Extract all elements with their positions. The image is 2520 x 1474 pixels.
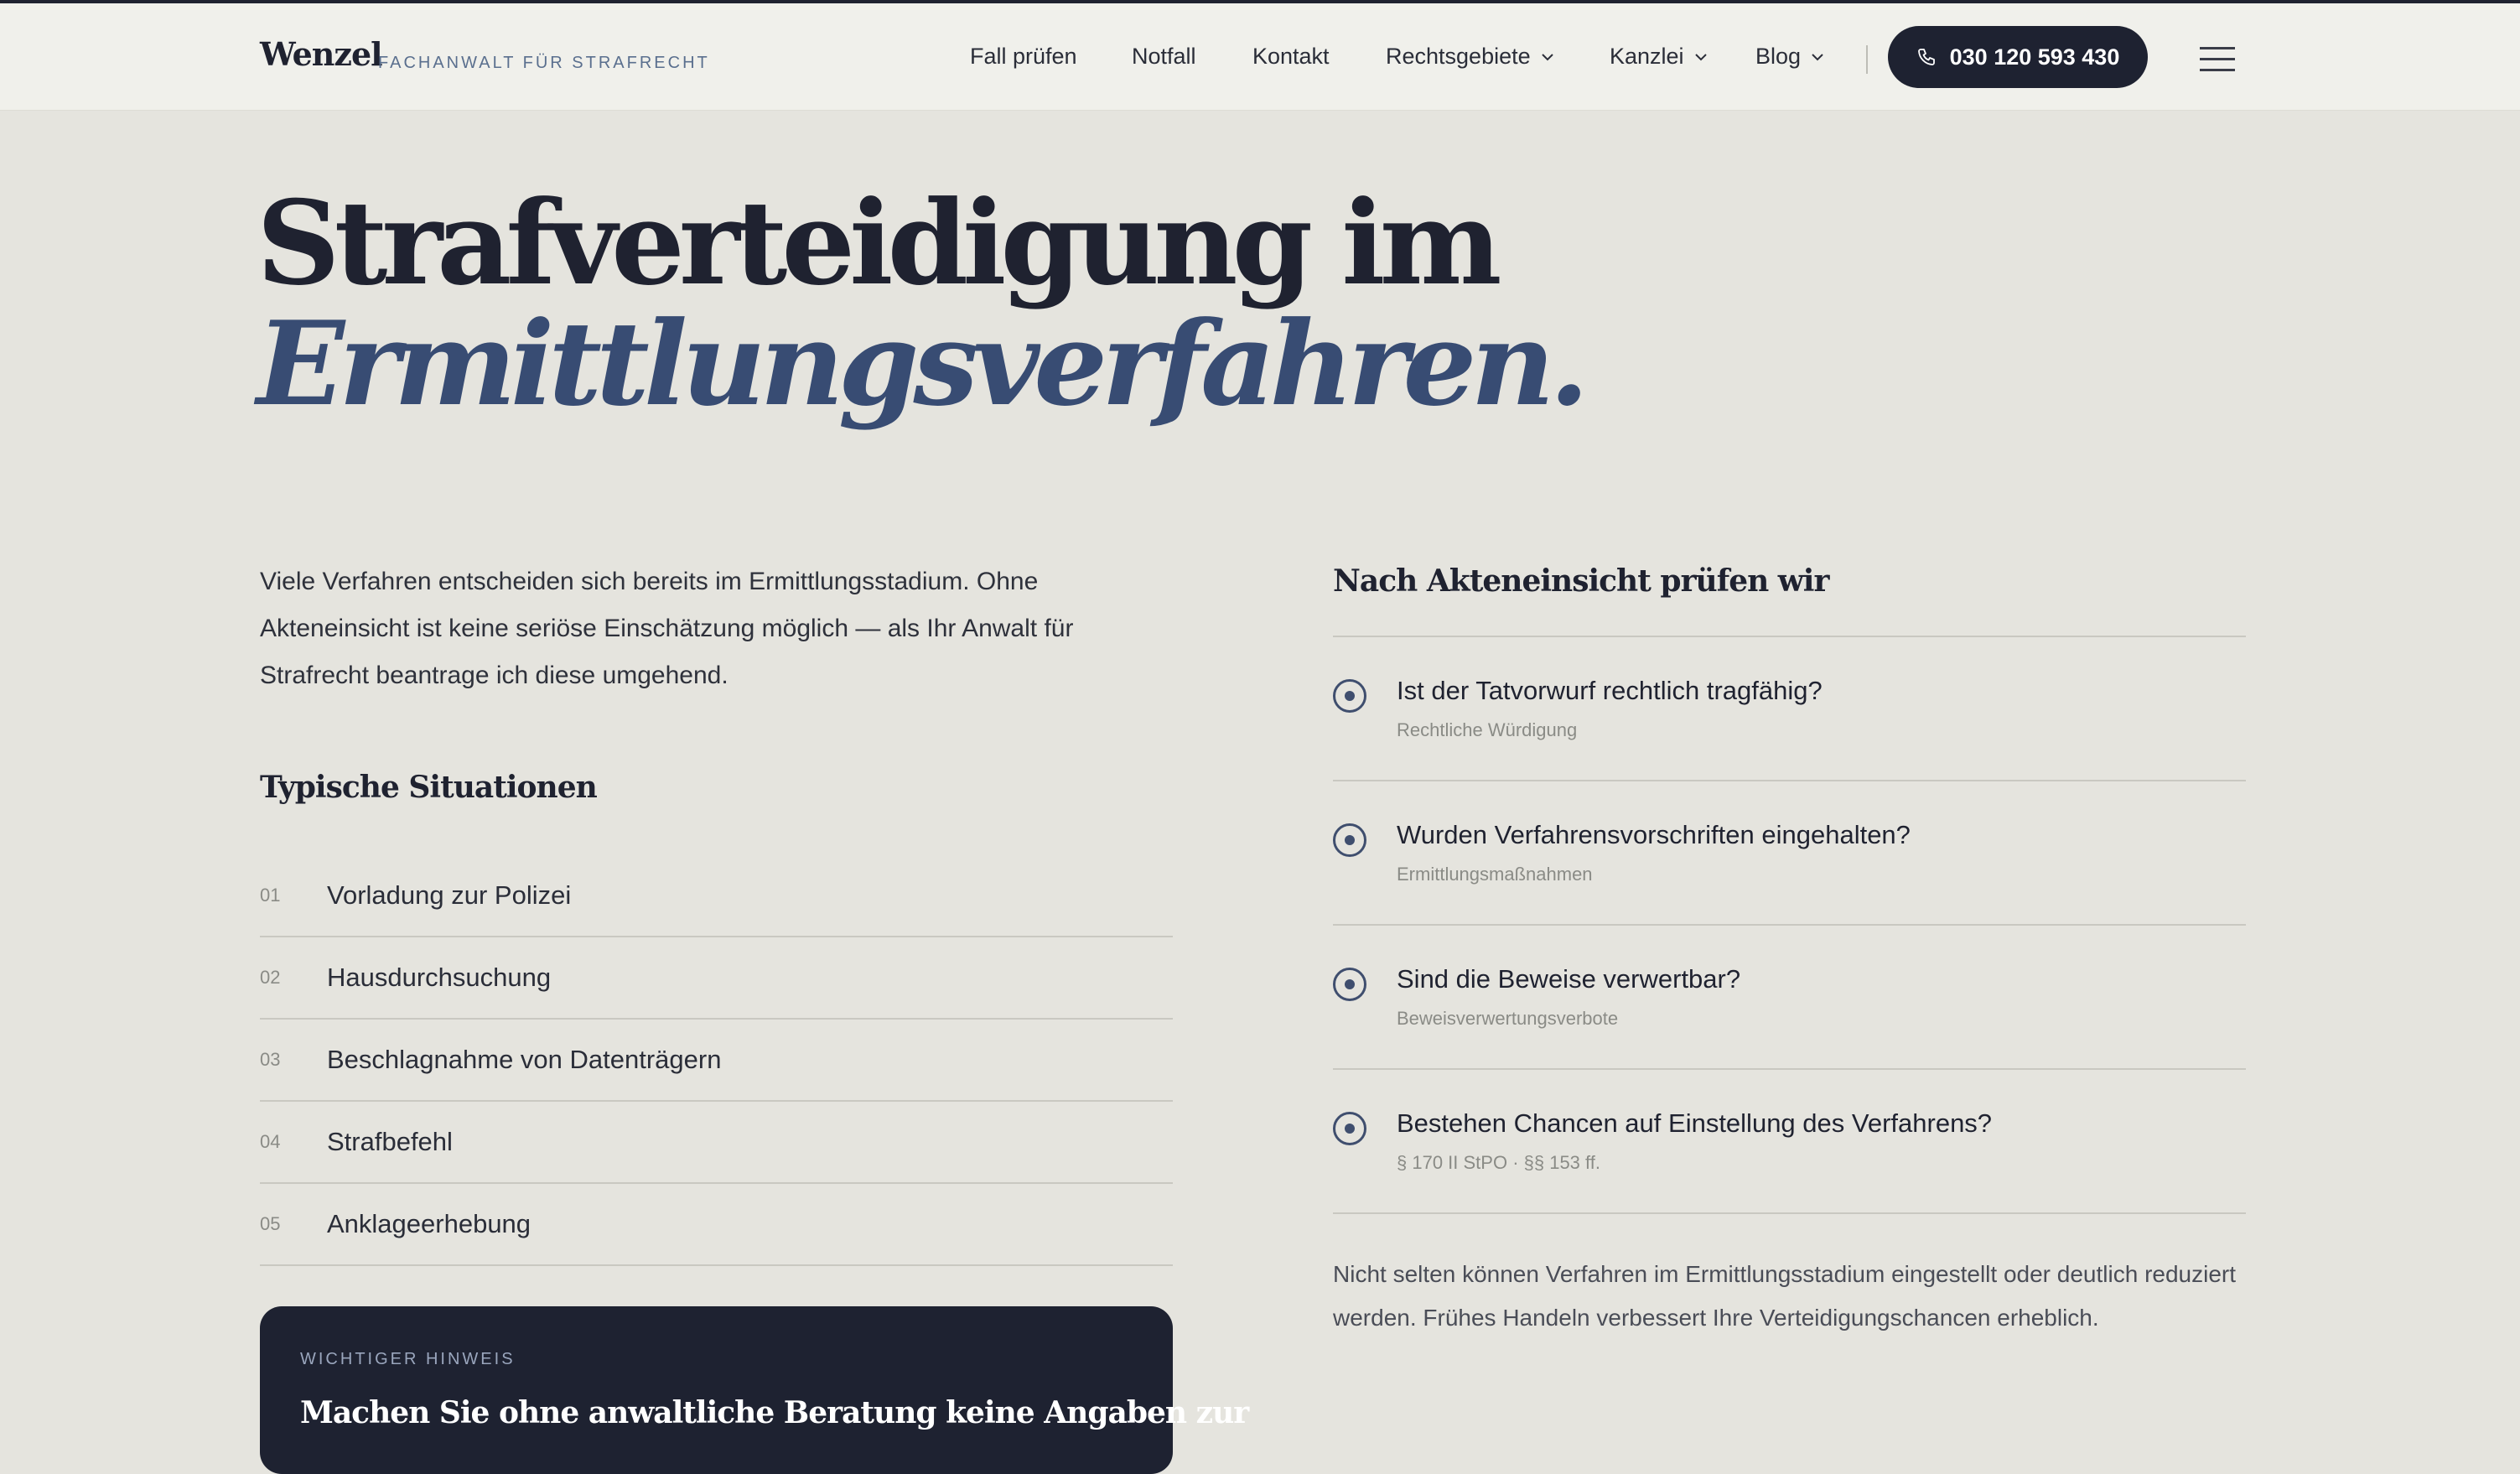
list-item-label: Strafbefehl: [327, 1127, 453, 1156]
check-question: Wurden Verfahrensvorschriften eingehalten?: [1397, 820, 1911, 849]
nav-item-label: Fall prüfen: [970, 44, 1077, 69]
checks-title: Nach Akteneinsicht prüfen wir: [1333, 563, 1829, 599]
check-subtitle: Beweisverwertungsverbote: [1397, 1008, 1619, 1029]
radio-bullet-icon: [1333, 679, 1366, 713]
nav-item-rechtsgebiete[interactable]: [1386, 44, 1556, 70]
nav-item-label: Blog: [1755, 44, 1802, 69]
list-item-label: Hausdurchsuchung: [327, 963, 552, 992]
list-item: [260, 1102, 1173, 1184]
logo[interactable]: Wenzel: [260, 35, 382, 73]
call-button-label: 030 120 593 430: [1949, 44, 2120, 70]
notice-box: [260, 1306, 1249, 1474]
check-question: Ist der Tatvorwurf rechtlich tragfähig?: [1397, 676, 1823, 705]
situations-list: [260, 855, 1173, 1266]
nav-item-blog[interactable]: [1755, 44, 1826, 70]
chevron-down-icon: [1809, 49, 1826, 65]
radio-bullet-icon: [1333, 1112, 1366, 1145]
check-item: [1333, 926, 2246, 1070]
list-item-label: Vorladung zur Polizei: [327, 880, 572, 910]
intro-text: Viele Verfahren entscheiden sich bereits im Ermittlungsstadium. Ohne Akteneinsicht ist keine seriöse Einschätzung möglich — als Ihr Anwalt für Strafrecht beantrage ich diese umgehend.: [260, 568, 1074, 689]
list-item-number: 05: [260, 1213, 281, 1234]
list-item: [260, 1184, 1173, 1266]
radio-bullet-icon: [1333, 968, 1366, 1001]
chevron-down-icon: [1693, 49, 1709, 65]
page-title-line-1: Strafverteidigung im: [257, 174, 1496, 311]
site-header: [0, 3, 2520, 111]
check-question: Bestehen Chancen auf Einstellung des Verfahrens?: [1397, 1108, 1993, 1138]
page-title-line-2: Ermittlungsverfahren.: [257, 295, 1584, 432]
hamburger-menu-icon[interactable]: [2200, 47, 2235, 72]
list-item-number: 02: [260, 967, 281, 988]
list-item: [260, 937, 1173, 1020]
radio-bullet-icon: [1333, 823, 1366, 857]
nav-item-kanzlei[interactable]: [1610, 44, 1709, 70]
phone-icon: [1916, 47, 1937, 67]
nav-divider: [1866, 45, 1868, 74]
list-item-label: Beschlagnahme von Datenträgern: [327, 1045, 722, 1074]
tagline: FACHANWALT FÜR STRAFRECHT: [378, 54, 710, 72]
nav-item-fall-pruefen[interactable]: [970, 44, 1077, 70]
nav-item-label: Notfall: [1132, 44, 1196, 69]
notice-text: Machen Sie ohne anwaltliche Beratung keine Angaben zur: [300, 1395, 1249, 1430]
check-subtitle: § 170 II StPO · §§ 153 ff.: [1397, 1152, 1600, 1173]
check-subtitle: Ermittlungsmaßnahmen: [1397, 864, 1593, 885]
check-item: [1333, 781, 2246, 926]
nav-item-notfall[interactable]: [1132, 44, 1196, 70]
nav-item-label: Kontakt: [1252, 44, 1330, 69]
nav-item-label: Rechtsgebiete: [1386, 44, 1531, 69]
nav-item-kontakt[interactable]: [1252, 44, 1330, 70]
list-item-number: 04: [260, 1131, 281, 1152]
outro-text: Nicht selten können Verfahren im Ermittlungsstadium eingestellt oder deutlich reduziert werden. Frühes Handeln verbessert Ihre Verteidigungschancen erheblich.: [1333, 1261, 2237, 1331]
notice-label: WICHTIGER HINWEIS: [300, 1350, 516, 1368]
chevron-down-icon: [1539, 49, 1556, 65]
nav-item-label: Kanzlei: [1610, 44, 1684, 69]
check-subtitle: Rechtliche Würdigung: [1397, 719, 1578, 740]
checks-list: [1333, 636, 2246, 1214]
check-item: [1333, 637, 2246, 781]
list-item-number: 03: [260, 1049, 281, 1070]
check-question: Sind die Beweise verwertbar?: [1397, 964, 1741, 994]
list-item: [260, 1020, 1173, 1102]
situations-title: Typische Situationen: [260, 770, 597, 805]
list-item-label: Anklageerhebung: [327, 1209, 531, 1238]
call-button[interactable]: [1888, 26, 2148, 88]
list-item: [260, 855, 1173, 937]
check-item: [1333, 1070, 2246, 1214]
list-item-number: 01: [260, 885, 281, 906]
